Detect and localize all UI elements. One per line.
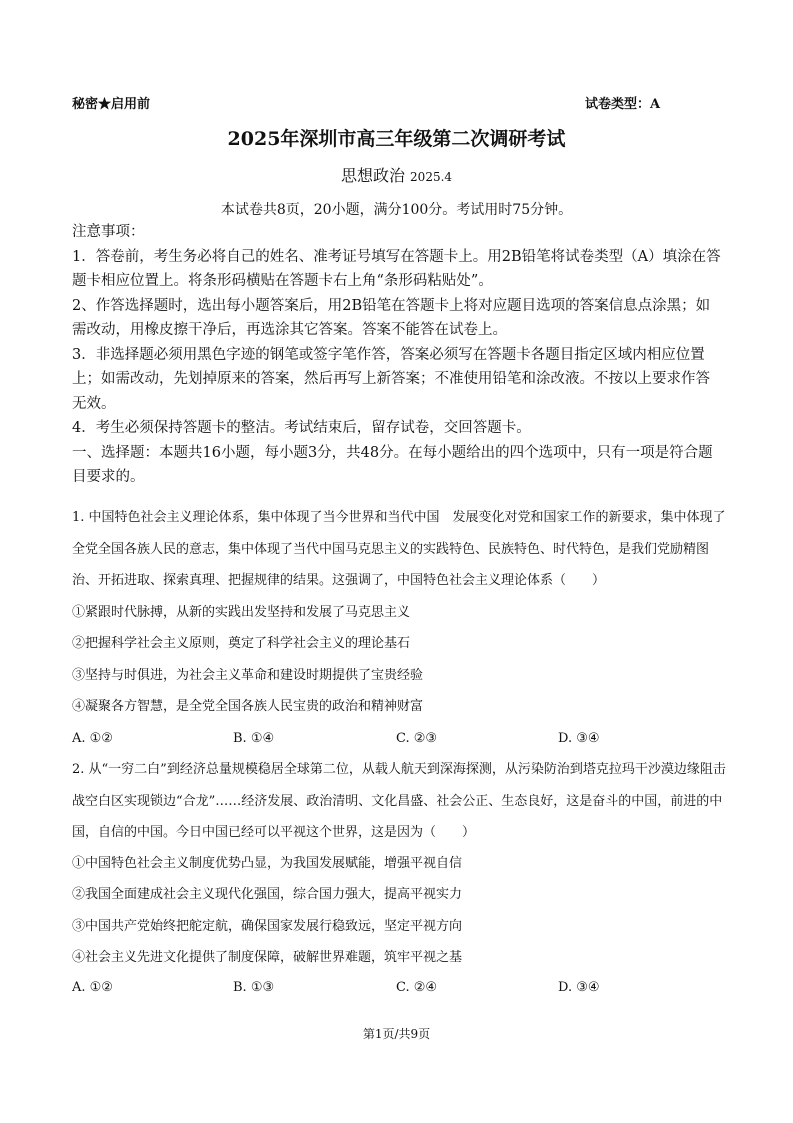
question-2-item: ④社会主义先进文化提供了制度保障，破解世界难题，筑牢平视之基 (72, 950, 463, 965)
notice-block (72, 220, 722, 490)
exam-info: 本试卷共8页，20小题，满分100分。考试用时75分钟。 (220, 202, 573, 218)
page-number: 第1页/共9页 (362, 1027, 431, 1041)
notice-item: 3．非选择题必须用黑色字迹的钢笔或签字笔作答，答案必须写在答题卡各题目指定区域内相应位置上；如需改动，先划掉原来的答案，然后再写上新答案；不准使用铅笔和涂改液。不按以上要求作答无效。 (72, 346, 710, 412)
question-1-option-a: A. ①② (72, 731, 113, 746)
question-2-option-b: B. ①③ (233, 980, 275, 995)
question-1-stem: 1. 中国特色社会主义理论体系，集中体现了当今世界和当代中国 发展变化对党和国家工作的新要求，集中体现了全党全国各族人民的意志，集中体现了当代中国马克思主义的实践特色、民族特色、时代特色，是我们党励精图治、开拓进取、探索真理、把握规律的结果。这强调了，中国特色社会主义理论体系（ ） (72, 510, 726, 588)
notice-item: 2、作答选择题时，选出每小题答案后，用2B铅笔在答题卡上将对应题目选项的答案信息点涂黑；如需改动，用橡皮擦干净后，再选涂其它答案。答案不能答在试卷上。 (72, 297, 711, 338)
subject-name: 思想政治 (340, 166, 405, 185)
notice-item: 4．考生必须保持答题卡的整洁。考试结束后，留存试卷，交回答题卡。 (72, 420, 531, 436)
question-2-item: ③中国共产党始终把舵定航，确保国家发展行稳致远，坚定平视方向 (72, 919, 463, 934)
paper-type-label: 试卷类型：A (585, 97, 661, 112)
question-2-item: ②我国全面建成社会主义现代化强国，综合国力强大，提高平视实力 (72, 887, 463, 902)
question-1-option-b: B. ①④ (233, 731, 275, 746)
confidential-label: 秘密★启用前 (72, 97, 151, 112)
exam-date: 2025.4 (410, 170, 453, 184)
question-2-option-a: A. ①② (72, 980, 113, 995)
question-1-option-c: C. ②③ (396, 731, 438, 746)
question-1-item: ④凝聚各方智慧，是全党全国各族人民宝贵的政治和精神财富 (72, 699, 424, 714)
question-1-option-d: D. ③④ (558, 731, 600, 746)
question-1-item: ③坚持与时俱进，为社会主义革命和建设时期提供了宝贵经验 (72, 668, 424, 683)
question-2-item: ①中国特色社会主义制度优势凸显，为我国发展赋能，增强平视自信 (72, 856, 463, 871)
notice-heading: 注意事项： (72, 224, 145, 240)
notice-item: 1．答卷前，考生务必将自己的姓名、准考证号填写在答题卡上。用2B铅笔将试卷类型（A）填涂在答题卡相应位置上。将条形码横贴在答题卡右上角“条形码粘贴处”。 (72, 248, 721, 289)
section-heading: 一、选择题：本题共16小题，每小题3分，共48分。在每小题给出的四个选项中，只有一项是符合题目要求的。 (72, 444, 713, 485)
exam-title: 2025年深圳市高三年级第二次调研考试 (227, 128, 566, 150)
question-2-option-c: C. ②④ (396, 980, 438, 995)
question-2-option-d: D. ③④ (558, 980, 600, 995)
question-1-item: ①紧跟时代脉搏，从新的实践出发坚持和发展了马克思主义 (72, 605, 411, 620)
question-2-stem: 2. 从“一穷二白”到经济总量规模稳居全球第二位，从载人航天到深海探测，从污染防治到塔克拉玛干沙漠边缘阻击战空白区实现锁边“合龙”……经济发展、政治清明、文化昌盛、社会公正、生态良好，这是奋斗的中国，前进的中国，自信的中国。今日中国已经可以平视这个世界，这是因为（ ） (72, 762, 726, 840)
subject-line (0, 163, 793, 186)
question-1-item: ②把握科学社会主义原则，奠定了科学社会主义的理论基石 (72, 636, 411, 651)
